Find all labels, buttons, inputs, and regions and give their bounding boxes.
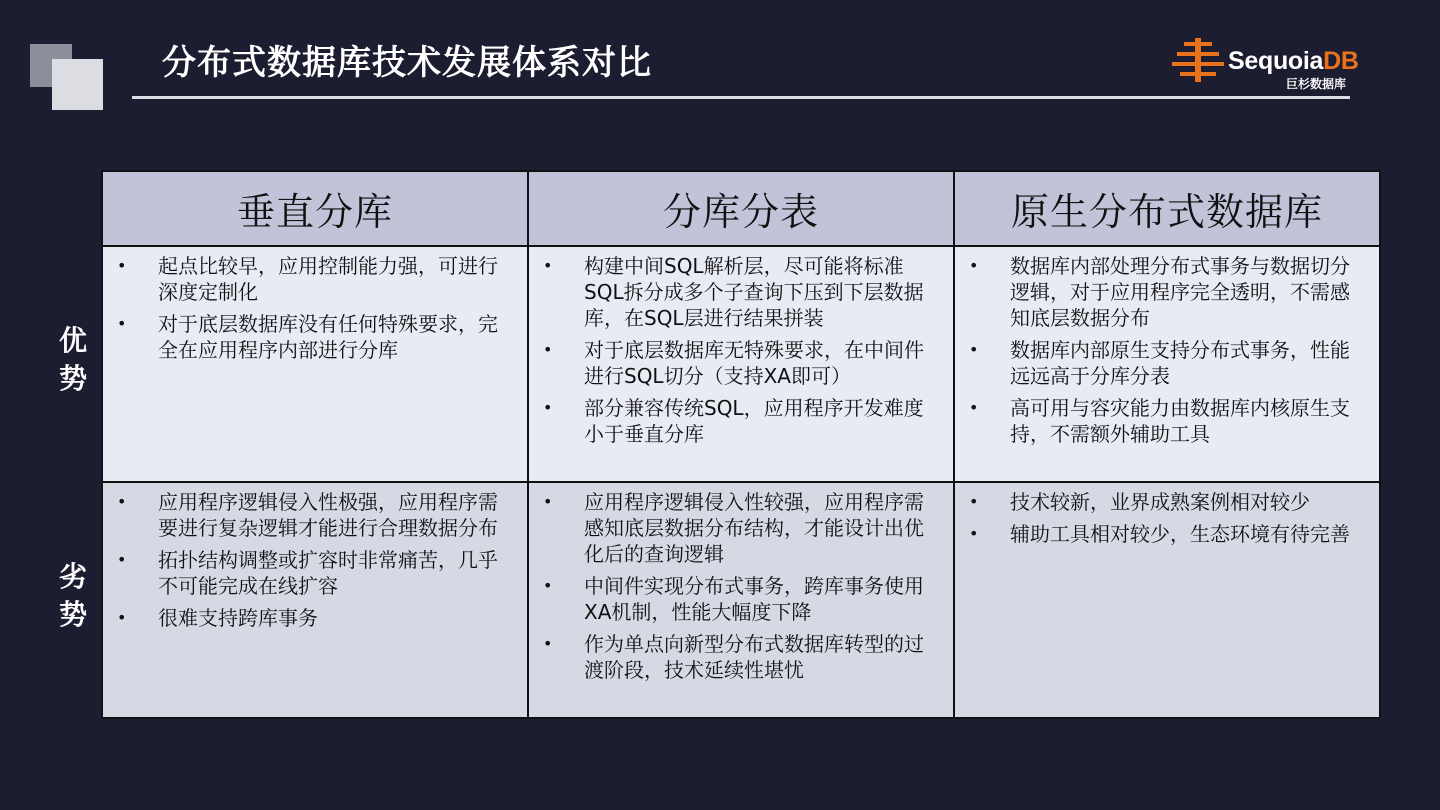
bullet-list	[967, 489, 1367, 547]
list-item: • 拓扑结构调整或扩容时非常痛苦，几乎不可能完成在线扩容	[115, 547, 515, 599]
title-divider	[132, 96, 1350, 99]
list-item: • 技术较新，业界成熟案例相对较少	[967, 489, 1367, 515]
list-item: • 高可用与容灾能力由数据库内核原生支持，不需额外辅助工具	[967, 395, 1367, 447]
table-row-cons	[102, 482, 1380, 718]
slide-title: 分布式数据库技术发展体系对比	[162, 43, 652, 83]
table-header-row	[102, 171, 1380, 246]
bullet-list	[967, 253, 1367, 447]
cell-cons-vertical-sharding	[102, 482, 528, 718]
row-label-cons-char: 势	[58, 598, 87, 631]
row-label-pros-char: 势	[58, 362, 87, 395]
header-sharding-partitioning: 分库分表	[528, 171, 954, 246]
row-label-pros-char: 优	[58, 324, 87, 357]
sequoiadb-logo	[1172, 38, 1357, 94]
logo-wordmark	[1228, 46, 1359, 76]
row-label-pros	[52, 322, 94, 398]
list-item: • 对于底层数据库没有任何特殊要求，完全在应用程序内部进行分库	[115, 311, 515, 363]
sequoia-tree-icon	[1172, 38, 1224, 82]
bullet-list	[541, 489, 941, 683]
cell-pros-vertical-sharding	[102, 246, 528, 482]
list-item: • 起点比较早，应用控制能力强，可进行深度定制化	[115, 253, 515, 305]
header-native-distributed-db: 原生分布式数据库	[954, 171, 1380, 246]
row-label-cons-char: 劣	[58, 560, 87, 593]
row-label-cons	[52, 558, 94, 634]
list-item: • 作为单点向新型分布式数据库转型的过渡阶段，技术延续性堪忧	[541, 631, 941, 683]
comparison-table	[101, 170, 1381, 719]
bullet-list	[115, 489, 515, 631]
list-item: • 部分兼容传统SQL，应用程序开发难度小于垂直分库	[541, 395, 941, 447]
header-vertical-sharding: 垂直分库	[102, 171, 528, 246]
list-item: • 数据库内部原生支持分布式事务，性能远远高于分库分表	[967, 337, 1367, 389]
bullet-list	[541, 253, 941, 447]
logo-subtitle: 巨杉数据库	[1286, 77, 1347, 91]
list-item: • 数据库内部处理分布式事务与数据切分逻辑，对于应用程序完全透明，不需感知底层数据分布	[967, 253, 1367, 331]
logo-wordmark-main: Sequoia	[1228, 47, 1324, 75]
table-row-pros	[102, 246, 1380, 482]
cell-cons-sharding-partitioning	[528, 482, 954, 718]
cell-pros-sharding-partitioning	[528, 246, 954, 482]
cell-cons-native-distributed-db	[954, 482, 1380, 718]
list-item: • 中间件实现分布式事务，跨库事务使用XA机制，性能大幅度下降	[541, 573, 941, 625]
list-item: • 应用程序逻辑侵入性极强，应用程序需要进行复杂逻辑才能进行合理数据分布	[115, 489, 515, 541]
logo-wordmark-accent: DB	[1323, 47, 1359, 75]
list-item: • 应用程序逻辑侵入性较强，应用程序需感知底层数据分布结构，才能设计出优化后的查询逻辑	[541, 489, 941, 567]
list-item: • 构建中间SQL解析层，尽可能将标准SQL拆分成多个子查询下压到下层数据库，在SQL层进行结果拼装	[541, 253, 941, 331]
list-item: • 对于底层数据库无特殊要求，在中间件进行SQL切分（支持XA即可）	[541, 337, 941, 389]
cell-pros-native-distributed-db	[954, 246, 1380, 482]
list-item: • 辅助工具相对较少，生态环境有待完善	[967, 521, 1367, 547]
bullet-list	[115, 253, 515, 363]
decor-square-front	[52, 59, 103, 110]
list-item: • 很难支持跨库事务	[115, 605, 515, 631]
